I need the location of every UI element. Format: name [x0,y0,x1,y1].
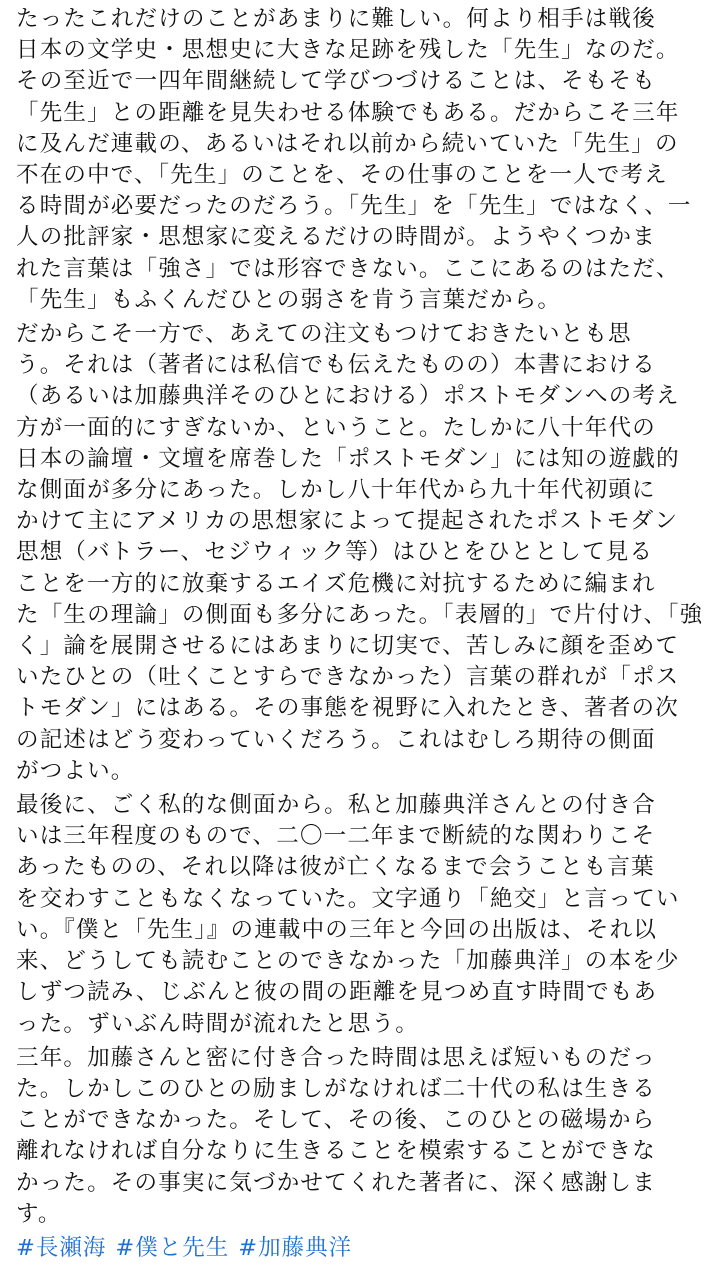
text-line: れた言葉は「強さ」では形容できない。ここにあるのはただ、 [16,255,680,282]
paragraph [16,319,706,787]
text-line: 日本の文学史・思想史に大きな足跡を残した「先生」なのだ。 [16,37,680,64]
text-line: かった。その事実に気づかせてくれた著者に、深く感謝しま [16,1169,656,1196]
text-line: を交わすこともなくなっていた。文字通り「絶交」と言ってい [16,885,680,912]
text-line: 方が一面的にすぎないか、ということ。たしかに八十年代の [16,414,656,441]
text-line: う。それは（著者には私信でも伝えたものの）本書における [16,352,656,379]
paragraph [16,1043,706,1230]
hashtag-link[interactable]: #長瀬海 [16,1234,107,1261]
text-line: 「先生」もふくんだひとの弱さを肯う言葉だから。 [16,286,562,313]
document-body [16,4,706,1264]
text-line: かけて主にアメリカの思想家によって提起されたポストモダン [16,508,679,535]
text-line: た。しかしこのひとの励ましがなければ二十代の私は生きる [16,1075,656,1102]
paragraph [16,4,706,316]
text-line: な側面が多分にあった。しかし八十年代から九十年代初頭に [16,477,656,504]
text-line: （あるいは加藤典洋そのひとにおける）ポストモダンへの考え [16,383,680,410]
paragraph-list [16,4,706,1230]
text-line: しずつ読み、じぶんと彼の間の距離を見つめ直す時間でもあ [16,979,658,1006]
text-line: あったものの、それ以降は彼が亡くなるまで会うことも言葉 [16,854,655,881]
hashtag-list [16,1233,706,1264]
paragraph [16,790,706,1040]
text-line: 三年。加藤さんと密に付き合った時間は思えば短いものだっ [16,1044,656,1071]
text-line: がつよい。 [16,757,135,784]
text-line: す。 [16,1200,62,1227]
text-line: たったこれだけのことがあまりに難しい。何より相手は戦後 [16,6,656,32]
text-line: に及んだ連載の、あるいはそれ以前から続いていた「先生」の [16,130,679,157]
text-line: の記述はどう変わっていくだろう。これはむしろ期待の側面 [16,726,656,753]
text-line: だからこそ一方で、あえての注文もつけておきたいとも思 [16,321,632,348]
text-line: 離れなければ自分なりに生きることを模索することができな [16,1138,656,1165]
text-line: 最後に、ごく私的な側面から。私と加藤典洋さんとの付き合 [16,792,656,819]
text-line: く」論を展開させるにはあまりに切実で、苦しみに顔を歪めて [16,633,680,660]
text-line: た「生の理論」の側面も多分にあった。「表層的」で片付け、「強 [16,601,704,628]
text-line: 来、どうしても読むことのできなかった「加藤典洋」の本を少 [16,948,680,975]
text-line: 「先生」との距離を見失わせる体験でもある。だからこそ三年 [16,99,680,126]
text-line: ことができなかった。そして、その後、このひとの磁場から [16,1107,656,1134]
text-line: 人の批評家・思想家に変えるだけの時間が。ようやくつかま [16,224,656,251]
text-line: 不在の中で、「先生」のことを、その仕事のことを一人で考え [16,162,668,189]
text-line: った。ずいぶん時間が流れたと思う。 [16,1010,419,1037]
text-line: トモダン」にはある。その事態を視野に入れたとき、著者の次 [16,695,679,722]
hashtag-link[interactable]: #僕と先生 [115,1234,230,1261]
text-line: 日本の論壇・文壇を席巻した「ポストモダン」には知の遊戯的 [16,445,680,472]
text-line: 思想（バトラー、セジウィック等）はひとをひととして見る [16,539,654,566]
hashtag-link[interactable]: #加藤典洋 [238,1234,353,1261]
text-line: その至近で一四年間継続して学びつづけることは、そもそも [16,68,656,95]
text-line: ことを一方的に放棄するエイズ危機に対抗するために編まれ [16,570,656,597]
text-line: いたひとの（吐くことすらできなかった）言葉の群れが「ポス [16,664,680,691]
text-line: いは三年程度のもので、二〇一二年まで断続的な関わりこそ [16,823,656,850]
text-line: い。『僕と「先生」』の連載中の三年と今回の出版は、それ以 [16,916,658,943]
text-line: る時間が必要だったのだろう。「先生」を「先生」ではなく、一 [16,193,692,220]
